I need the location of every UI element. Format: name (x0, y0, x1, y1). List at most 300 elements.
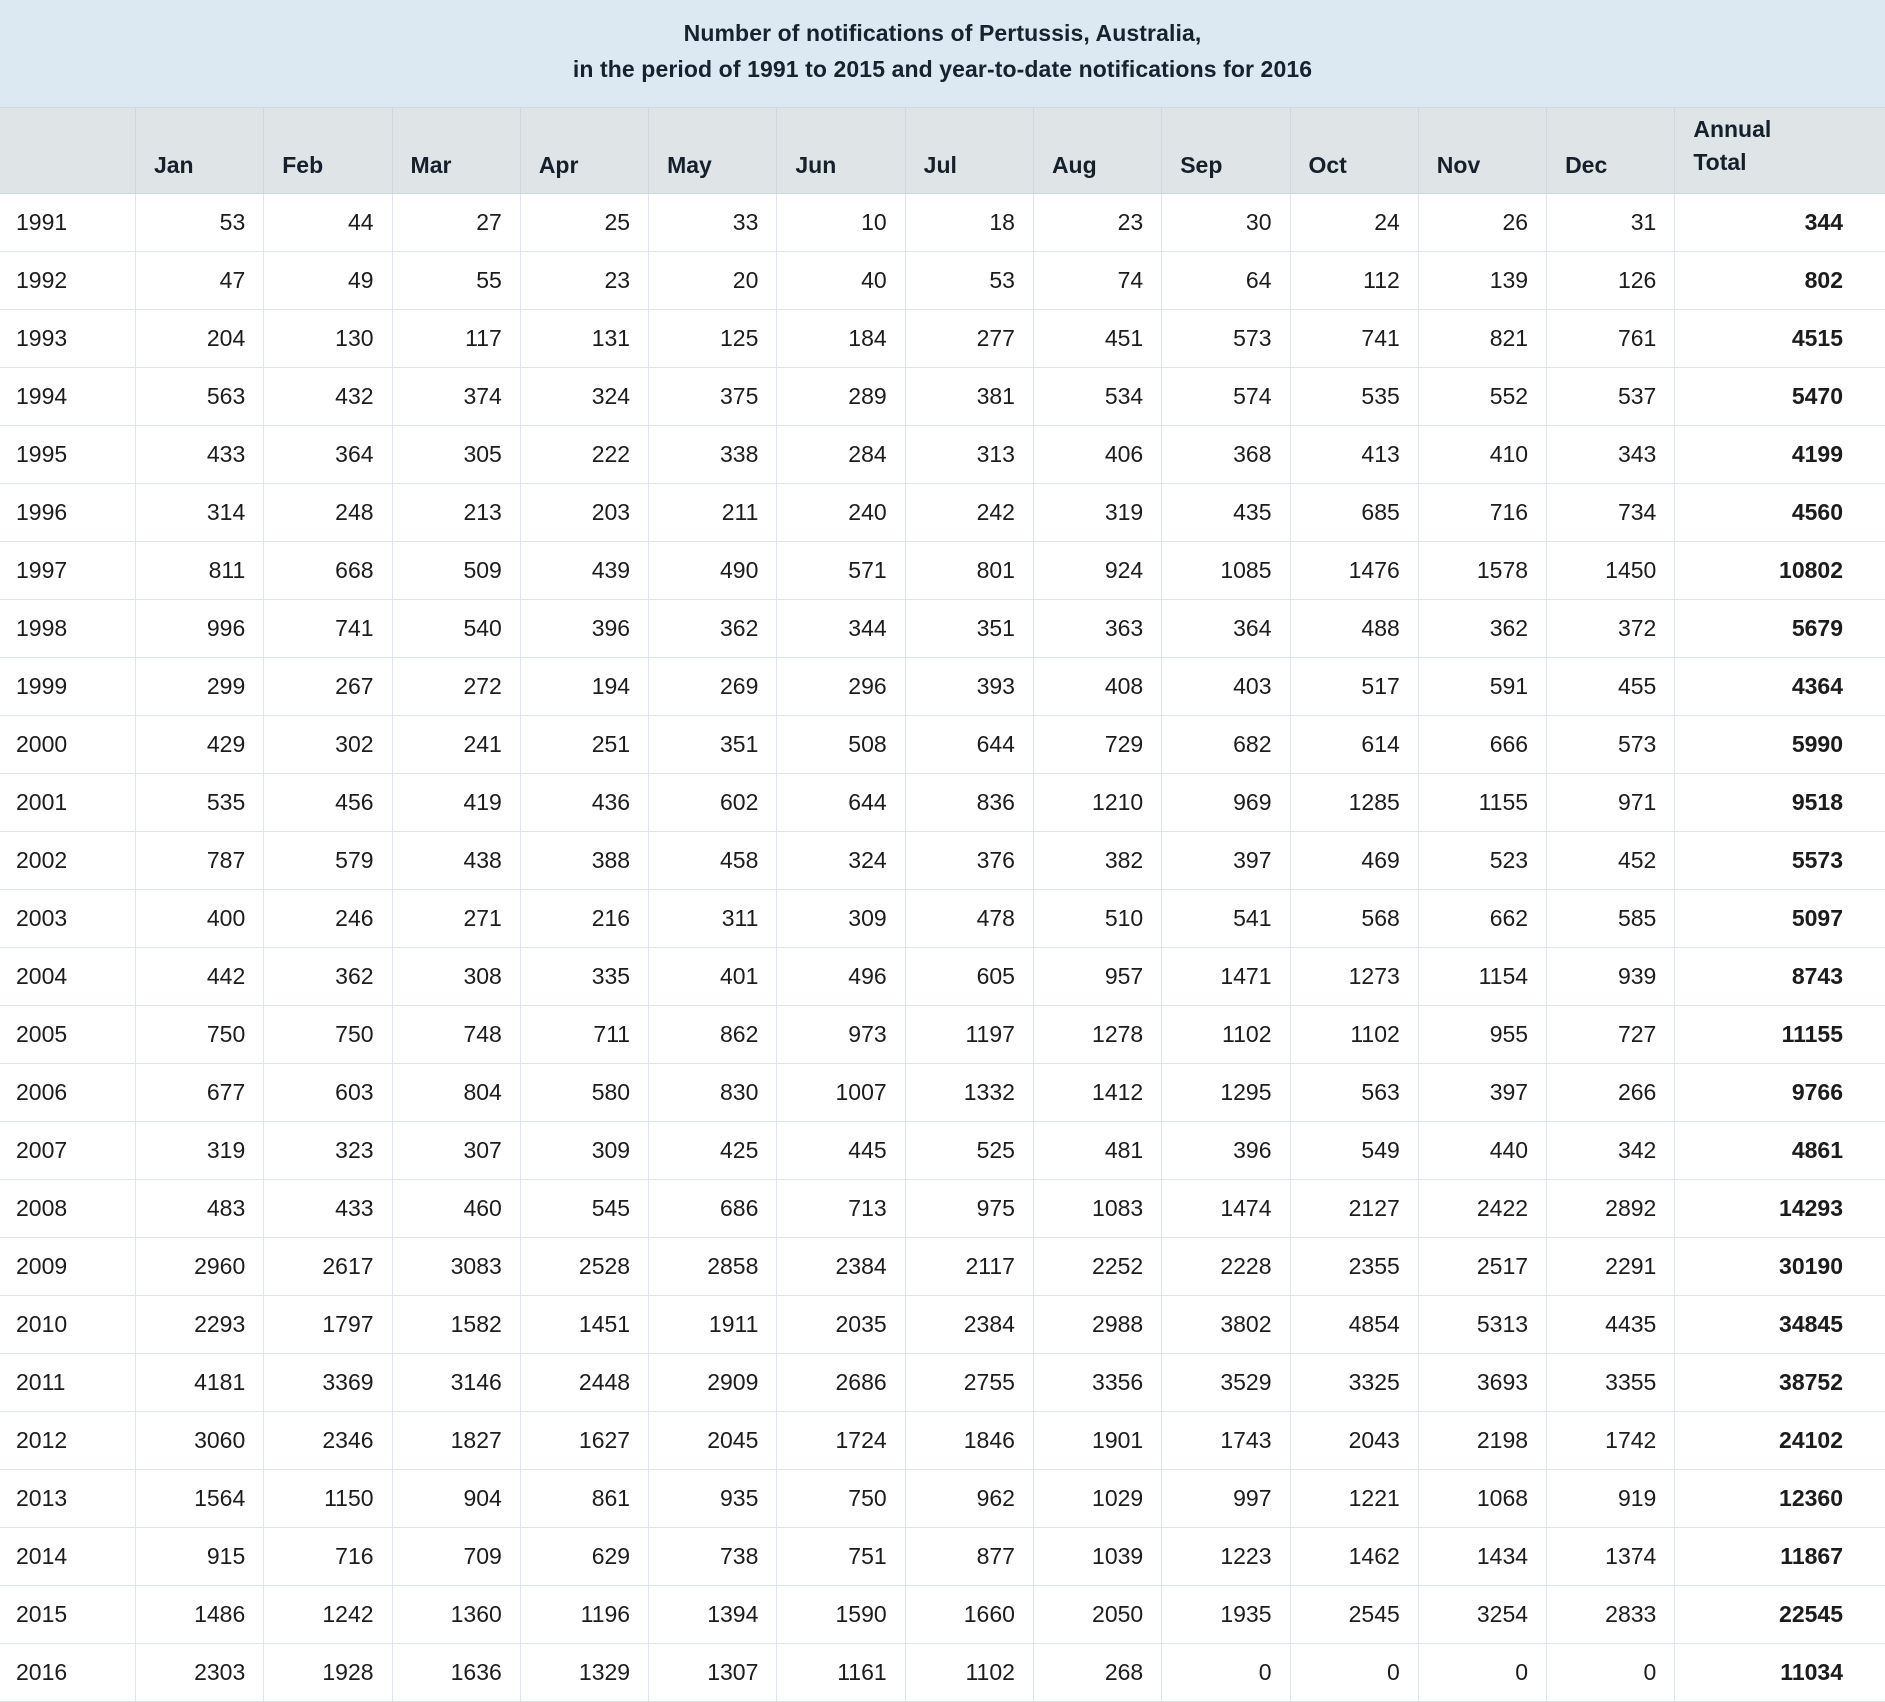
cell-1999-feb: 267 (264, 658, 392, 716)
cell-1993-apr: 131 (520, 310, 648, 368)
cell-2013-apr: 861 (520, 1470, 648, 1528)
cell-2004-jun: 496 (777, 948, 905, 1006)
cell-1996-mar: 213 (392, 484, 520, 542)
cell-2000-jun: 508 (777, 716, 905, 774)
column-header-jun: Jun (777, 108, 905, 194)
cell-2008-nov: 2422 (1418, 1180, 1546, 1238)
table-row (0, 658, 1885, 716)
cell-2010-feb: 1797 (264, 1296, 392, 1354)
column-header-jul: Jul (905, 108, 1033, 194)
cell-1994-oct: 535 (1290, 368, 1418, 426)
table-row (0, 832, 1885, 890)
table-row (0, 426, 1885, 484)
cell-1994-jul: 381 (905, 368, 1033, 426)
cell-2011-feb: 3369 (264, 1354, 392, 1412)
row-header-year: 1993 (0, 310, 135, 368)
cell-2010-aug: 2988 (1033, 1296, 1161, 1354)
cell-2012-feb: 2346 (264, 1412, 392, 1470)
cell-2003-jan: 400 (135, 890, 263, 948)
cell-2002-mar: 438 (392, 832, 520, 890)
cell-2002-dec: 452 (1547, 832, 1675, 890)
cell-1998-annual-total: 5679 (1675, 600, 1885, 658)
cell-2014-feb: 716 (264, 1528, 392, 1586)
cell-1994-apr: 324 (520, 368, 648, 426)
cell-1999-annual-total: 4364 (1675, 658, 1885, 716)
row-header-year: 2014 (0, 1528, 135, 1586)
cell-2008-apr: 545 (520, 1180, 648, 1238)
cell-2015-jul: 1660 (905, 1586, 1033, 1644)
cell-2003-oct: 568 (1290, 890, 1418, 948)
row-header-year: 2013 (0, 1470, 135, 1528)
cell-2004-apr: 335 (520, 948, 648, 1006)
cell-2010-nov: 5313 (1418, 1296, 1546, 1354)
cell-2008-aug: 1083 (1033, 1180, 1161, 1238)
cell-1992-apr: 23 (520, 252, 648, 310)
cell-2009-apr: 2528 (520, 1238, 648, 1296)
cell-2016-oct: 0 (1290, 1644, 1418, 1702)
cell-1998-sep: 364 (1162, 600, 1290, 658)
cell-1991-oct: 24 (1290, 194, 1418, 252)
table-row (0, 1354, 1885, 1412)
cell-2008-oct: 2127 (1290, 1180, 1418, 1238)
cell-2002-aug: 382 (1033, 832, 1161, 890)
cell-2008-annual-total: 14293 (1675, 1180, 1885, 1238)
cell-2008-jul: 975 (905, 1180, 1033, 1238)
cell-1994-aug: 534 (1033, 368, 1161, 426)
cell-2009-mar: 3083 (392, 1238, 520, 1296)
cell-2011-dec: 3355 (1547, 1354, 1675, 1412)
cell-1993-annual-total: 4515 (1675, 310, 1885, 368)
cell-2004-jul: 605 (905, 948, 1033, 1006)
row-header-year: 2009 (0, 1238, 135, 1296)
row-header-year: 2008 (0, 1180, 135, 1238)
cell-2002-annual-total: 5573 (1675, 832, 1885, 890)
cell-2008-dec: 2892 (1547, 1180, 1675, 1238)
cell-2001-jan: 535 (135, 774, 263, 832)
row-header-year: 2004 (0, 948, 135, 1006)
cell-2013-aug: 1029 (1033, 1470, 1161, 1528)
cell-2005-aug: 1278 (1033, 1006, 1161, 1064)
table-row (0, 194, 1885, 252)
cell-1994-may: 375 (649, 368, 777, 426)
column-header-sep: Sep (1162, 108, 1290, 194)
cell-2000-oct: 614 (1290, 716, 1418, 774)
cell-2009-sep: 2228 (1162, 1238, 1290, 1296)
cell-2007-jul: 525 (905, 1122, 1033, 1180)
cell-2006-apr: 580 (520, 1064, 648, 1122)
table-row (0, 716, 1885, 774)
cell-1995-nov: 410 (1418, 426, 1546, 484)
cell-1994-annual-total: 5470 (1675, 368, 1885, 426)
cell-2011-apr: 2448 (520, 1354, 648, 1412)
table-row (0, 890, 1885, 948)
cell-2003-apr: 216 (520, 890, 648, 948)
row-header-year: 2006 (0, 1064, 135, 1122)
cell-2006-dec: 266 (1547, 1064, 1675, 1122)
cell-2016-annual-total: 11034 (1675, 1644, 1885, 1702)
cell-2010-annual-total: 34845 (1675, 1296, 1885, 1354)
cell-1995-may: 338 (649, 426, 777, 484)
cell-1992-oct: 112 (1290, 252, 1418, 310)
cell-2001-jun: 644 (777, 774, 905, 832)
cell-2014-nov: 1434 (1418, 1528, 1546, 1586)
cell-1995-jul: 313 (905, 426, 1033, 484)
cell-1991-apr: 25 (520, 194, 648, 252)
cell-2013-dec: 919 (1547, 1470, 1675, 1528)
cell-1992-dec: 126 (1547, 252, 1675, 310)
cell-1994-mar: 374 (392, 368, 520, 426)
cell-1998-jul: 351 (905, 600, 1033, 658)
column-header-nov: Nov (1418, 108, 1546, 194)
cell-2013-jan: 1564 (135, 1470, 263, 1528)
row-header-year: 1991 (0, 194, 135, 252)
cell-1994-nov: 552 (1418, 368, 1546, 426)
cell-2010-jan: 2293 (135, 1296, 263, 1354)
cell-2015-sep: 1935 (1162, 1586, 1290, 1644)
cell-1991-jan: 53 (135, 194, 263, 252)
cell-2004-feb: 362 (264, 948, 392, 1006)
cell-1996-aug: 319 (1033, 484, 1161, 542)
cell-1996-jun: 240 (777, 484, 905, 542)
cell-2007-aug: 481 (1033, 1122, 1161, 1180)
row-header-year: 2003 (0, 890, 135, 948)
annual-total-line-2: Total (1693, 148, 1747, 175)
table-row (0, 1238, 1885, 1296)
cell-2005-feb: 750 (264, 1006, 392, 1064)
column-header-aug: Aug (1033, 108, 1161, 194)
cell-2012-oct: 2043 (1290, 1412, 1418, 1470)
cell-2000-feb: 302 (264, 716, 392, 774)
cell-1991-jul: 18 (905, 194, 1033, 252)
cell-1999-oct: 517 (1290, 658, 1418, 716)
cell-1991-jun: 10 (777, 194, 905, 252)
cell-2009-jan: 2960 (135, 1238, 263, 1296)
cell-2000-jan: 429 (135, 716, 263, 774)
cell-1991-sep: 30 (1162, 194, 1290, 252)
cell-2012-jul: 1846 (905, 1412, 1033, 1470)
cell-1993-oct: 741 (1290, 310, 1418, 368)
cell-2002-jan: 787 (135, 832, 263, 890)
cell-2016-dec: 0 (1547, 1644, 1675, 1702)
cell-2001-mar: 419 (392, 774, 520, 832)
cell-2004-mar: 308 (392, 948, 520, 1006)
row-header-year: 1997 (0, 542, 135, 600)
cell-2012-aug: 1901 (1033, 1412, 1161, 1470)
cell-2011-annual-total: 38752 (1675, 1354, 1885, 1412)
cell-2006-jun: 1007 (777, 1064, 905, 1122)
cell-2003-dec: 585 (1547, 890, 1675, 948)
cell-2005-annual-total: 11155 (1675, 1006, 1885, 1064)
cell-2009-jun: 2384 (777, 1238, 905, 1296)
cell-2016-jan: 2303 (135, 1644, 263, 1702)
cell-2008-jun: 713 (777, 1180, 905, 1238)
cell-2003-may: 311 (649, 890, 777, 948)
cell-1994-jun: 289 (777, 368, 905, 426)
cell-2000-sep: 682 (1162, 716, 1290, 774)
cell-1995-annual-total: 4199 (1675, 426, 1885, 484)
cell-2016-apr: 1329 (520, 1644, 648, 1702)
row-header-year: 1999 (0, 658, 135, 716)
cell-1998-may: 362 (649, 600, 777, 658)
cell-2015-feb: 1242 (264, 1586, 392, 1644)
cell-2007-apr: 309 (520, 1122, 648, 1180)
cell-2007-feb: 323 (264, 1122, 392, 1180)
cell-2007-jun: 445 (777, 1122, 905, 1180)
cell-2012-may: 2045 (649, 1412, 777, 1470)
cell-1991-feb: 44 (264, 194, 392, 252)
cell-2002-oct: 469 (1290, 832, 1418, 890)
table-row (0, 1586, 1885, 1644)
cell-1995-jan: 433 (135, 426, 263, 484)
cell-1992-mar: 55 (392, 252, 520, 310)
cell-2010-mar: 1582 (392, 1296, 520, 1354)
cell-2006-oct: 563 (1290, 1064, 1418, 1122)
table-row (0, 1412, 1885, 1470)
cell-2011-sep: 3529 (1162, 1354, 1290, 1412)
cell-2011-may: 2909 (649, 1354, 777, 1412)
column-header-mar: Mar (392, 108, 520, 194)
cell-2013-jul: 962 (905, 1470, 1033, 1528)
cell-2003-jun: 309 (777, 890, 905, 948)
cell-2001-aug: 1210 (1033, 774, 1161, 832)
cell-1997-may: 490 (649, 542, 777, 600)
cell-2013-sep: 997 (1162, 1470, 1290, 1528)
cell-1995-apr: 222 (520, 426, 648, 484)
column-header-jan: Jan (135, 108, 263, 194)
cell-2008-feb: 433 (264, 1180, 392, 1238)
table-row (0, 1006, 1885, 1064)
table-title (0, 0, 1885, 108)
cell-2011-mar: 3146 (392, 1354, 520, 1412)
cell-1995-oct: 413 (1290, 426, 1418, 484)
cell-2000-annual-total: 5990 (1675, 716, 1885, 774)
cell-2010-sep: 3802 (1162, 1296, 1290, 1354)
table-title-line-1: Number of notifications of Pertussis, Australia, (683, 20, 1202, 46)
cell-1999-jan: 299 (135, 658, 263, 716)
cell-2007-nov: 440 (1418, 1122, 1546, 1180)
cell-1993-sep: 573 (1162, 310, 1290, 368)
cell-2003-mar: 271 (392, 890, 520, 948)
cell-1992-sep: 64 (1162, 252, 1290, 310)
cell-1998-dec: 372 (1547, 600, 1675, 658)
cell-2014-jan: 915 (135, 1528, 263, 1586)
cell-2001-may: 602 (649, 774, 777, 832)
cell-1998-oct: 488 (1290, 600, 1418, 658)
cell-2012-apr: 1627 (520, 1412, 648, 1470)
cell-1999-apr: 194 (520, 658, 648, 716)
cell-1992-may: 20 (649, 252, 777, 310)
cell-2015-nov: 3254 (1418, 1586, 1546, 1644)
cell-2006-jan: 677 (135, 1064, 263, 1122)
cell-2001-oct: 1285 (1290, 774, 1418, 832)
cell-2014-jun: 751 (777, 1528, 905, 1586)
cell-2001-dec: 971 (1547, 774, 1675, 832)
cell-2015-mar: 1360 (392, 1586, 520, 1644)
cell-2013-mar: 904 (392, 1470, 520, 1528)
table-row (0, 600, 1885, 658)
cell-2004-dec: 939 (1547, 948, 1675, 1006)
row-header-year: 2015 (0, 1586, 135, 1644)
cell-2005-dec: 727 (1547, 1006, 1675, 1064)
cell-2005-nov: 955 (1418, 1006, 1546, 1064)
row-header-year: 2000 (0, 716, 135, 774)
row-header-year: 1996 (0, 484, 135, 542)
cell-2013-jun: 750 (777, 1470, 905, 1528)
cell-1993-dec: 761 (1547, 310, 1675, 368)
cell-2001-apr: 436 (520, 774, 648, 832)
cell-2003-nov: 662 (1418, 890, 1546, 948)
row-header-year: 2011 (0, 1354, 135, 1412)
cell-1991-annual-total: 344 (1675, 194, 1885, 252)
cell-2014-jul: 877 (905, 1528, 1033, 1586)
cell-2007-may: 425 (649, 1122, 777, 1180)
cell-1997-dec: 1450 (1547, 542, 1675, 600)
table-row (0, 1470, 1885, 1528)
cell-1997-feb: 668 (264, 542, 392, 600)
cell-2009-feb: 2617 (264, 1238, 392, 1296)
cell-2003-jul: 478 (905, 890, 1033, 948)
row-header-year: 2012 (0, 1412, 135, 1470)
cell-1998-jun: 344 (777, 600, 905, 658)
cell-2005-mar: 748 (392, 1006, 520, 1064)
cell-2014-mar: 709 (392, 1528, 520, 1586)
cell-1993-jul: 277 (905, 310, 1033, 368)
cell-1998-feb: 741 (264, 600, 392, 658)
cell-1999-aug: 408 (1033, 658, 1161, 716)
cell-1995-feb: 364 (264, 426, 392, 484)
cell-1996-nov: 716 (1418, 484, 1546, 542)
cell-2006-nov: 397 (1418, 1064, 1546, 1122)
cell-1996-may: 211 (649, 484, 777, 542)
cell-1993-nov: 821 (1418, 310, 1546, 368)
cell-1995-dec: 343 (1547, 426, 1675, 484)
column-header-dec: Dec (1547, 108, 1675, 194)
cell-2000-dec: 573 (1547, 716, 1675, 774)
cell-1997-aug: 924 (1033, 542, 1161, 600)
cell-2002-nov: 523 (1418, 832, 1546, 890)
cell-2006-may: 830 (649, 1064, 777, 1122)
cell-2004-nov: 1154 (1418, 948, 1546, 1006)
cell-1996-sep: 435 (1162, 484, 1290, 542)
table-row (0, 1644, 1885, 1702)
cell-1997-jun: 571 (777, 542, 905, 600)
cell-2007-annual-total: 4861 (1675, 1122, 1885, 1180)
cell-2008-may: 686 (649, 1180, 777, 1238)
cell-2009-dec: 2291 (1547, 1238, 1675, 1296)
table-title-header (0, 0, 1885, 108)
cell-2008-sep: 1474 (1162, 1180, 1290, 1238)
cell-2001-nov: 1155 (1418, 774, 1546, 832)
cell-2016-jul: 1102 (905, 1644, 1033, 1702)
cell-2012-annual-total: 24102 (1675, 1412, 1885, 1470)
cell-2003-sep: 541 (1162, 890, 1290, 948)
cell-1997-oct: 1476 (1290, 542, 1418, 600)
cell-1999-dec: 455 (1547, 658, 1675, 716)
cell-1993-may: 125 (649, 310, 777, 368)
annual-total-line-1: Annual (1693, 115, 1772, 142)
cell-2011-aug: 3356 (1033, 1354, 1161, 1412)
cell-2013-oct: 1221 (1290, 1470, 1418, 1528)
cell-2000-nov: 666 (1418, 716, 1546, 774)
cell-1992-jul: 53 (905, 252, 1033, 310)
cell-2011-jan: 4181 (135, 1354, 263, 1412)
table-row (0, 1180, 1885, 1238)
cell-2016-sep: 0 (1162, 1644, 1290, 1702)
cell-2002-may: 458 (649, 832, 777, 890)
cell-2006-annual-total: 9766 (1675, 1064, 1885, 1122)
cell-1992-jun: 40 (777, 252, 905, 310)
cell-2010-jun: 2035 (777, 1296, 905, 1354)
table-title-line-2: in the period of 1991 to 2015 and year-to-date notifications for 2016 (572, 55, 1313, 82)
cell-1995-aug: 406 (1033, 426, 1161, 484)
cell-2014-sep: 1223 (1162, 1528, 1290, 1586)
cell-1999-jun: 296 (777, 658, 905, 716)
cell-2004-sep: 1471 (1162, 948, 1290, 1006)
cell-1997-sep: 1085 (1162, 542, 1290, 600)
cell-1996-apr: 203 (520, 484, 648, 542)
cell-2005-sep: 1102 (1162, 1006, 1290, 1064)
cell-1993-aug: 451 (1033, 310, 1161, 368)
cell-2006-mar: 804 (392, 1064, 520, 1122)
cell-2000-apr: 251 (520, 716, 648, 774)
cell-1998-mar: 540 (392, 600, 520, 658)
cell-2004-aug: 957 (1033, 948, 1161, 1006)
cell-1992-aug: 74 (1033, 252, 1161, 310)
cell-1995-mar: 305 (392, 426, 520, 484)
cell-2002-jul: 376 (905, 832, 1033, 890)
cell-1996-jan: 314 (135, 484, 263, 542)
cell-2015-annual-total: 22545 (1675, 1586, 1885, 1644)
cell-2010-dec: 4435 (1547, 1296, 1675, 1354)
cell-2000-may: 351 (649, 716, 777, 774)
cell-2006-jul: 1332 (905, 1064, 1033, 1122)
cell-1998-aug: 363 (1033, 600, 1161, 658)
cell-2009-aug: 2252 (1033, 1238, 1161, 1296)
table-row (0, 1064, 1885, 1122)
cell-2007-sep: 396 (1162, 1122, 1290, 1180)
cell-2013-feb: 1150 (264, 1470, 392, 1528)
cell-2003-feb: 246 (264, 890, 392, 948)
cell-1992-annual-total: 802 (1675, 252, 1885, 310)
row-header-year: 1992 (0, 252, 135, 310)
cell-2005-jun: 973 (777, 1006, 905, 1064)
column-header-apr: Apr (520, 108, 648, 194)
cell-2009-jul: 2117 (905, 1238, 1033, 1296)
cell-2013-annual-total: 12360 (1675, 1470, 1885, 1528)
cell-2014-may: 738 (649, 1528, 777, 1586)
column-header-annual-total (1675, 108, 1885, 194)
cell-1995-jun: 284 (777, 426, 905, 484)
cell-1994-feb: 432 (264, 368, 392, 426)
cell-2003-annual-total: 5097 (1675, 890, 1885, 948)
cell-2002-apr: 388 (520, 832, 648, 890)
cell-2000-aug: 729 (1033, 716, 1161, 774)
cell-1994-sep: 574 (1162, 368, 1290, 426)
cell-1993-jun: 184 (777, 310, 905, 368)
cell-2010-apr: 1451 (520, 1296, 648, 1354)
cell-2016-may: 1307 (649, 1644, 777, 1702)
cell-2000-mar: 241 (392, 716, 520, 774)
table-row (0, 310, 1885, 368)
cell-2003-aug: 510 (1033, 890, 1161, 948)
cell-1996-feb: 248 (264, 484, 392, 542)
cell-2009-may: 2858 (649, 1238, 777, 1296)
cell-2001-annual-total: 9518 (1675, 774, 1885, 832)
cell-2014-aug: 1039 (1033, 1528, 1161, 1586)
cell-2014-apr: 629 (520, 1528, 648, 1586)
cell-1991-aug: 23 (1033, 194, 1161, 252)
cell-2005-oct: 1102 (1290, 1006, 1418, 1064)
